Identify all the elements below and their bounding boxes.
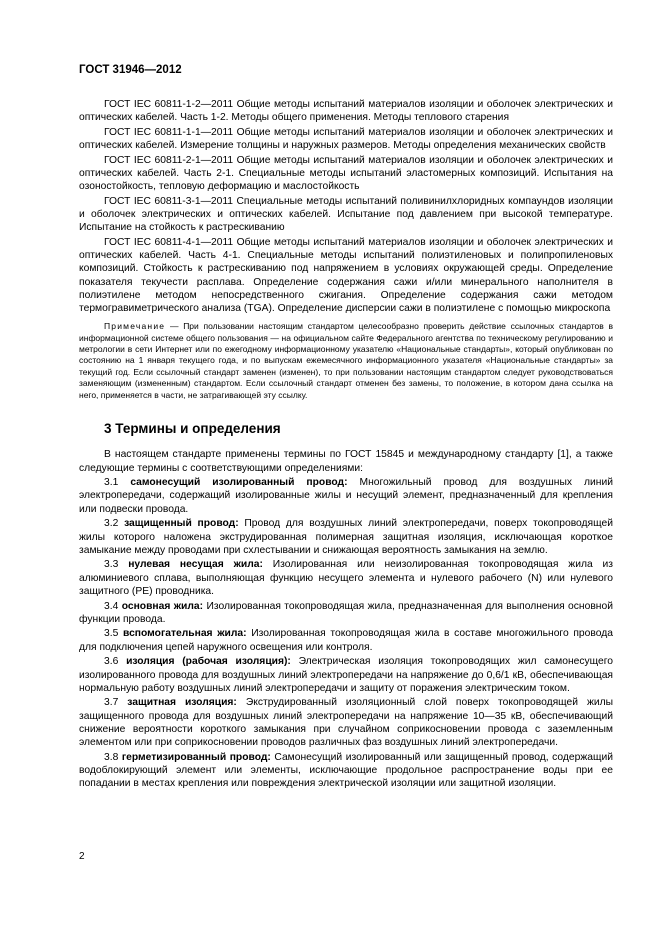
document-header: ГОСТ 31946—2012 [79,64,182,76]
term-text: Провод для воздушных линий электропередачи, поверх токопроводящей жилы которого наложена экструдированная полимерная защитная изоляция, исключающая короткое замыкание между проводами при схлестывании и снижающая вероятность замыкания на землю. [79,518,613,556]
reference-item: ГОСТ IEC 60811-1-2—2011 Общие методы испытаний материалов изоляции и оболочек электрических и оптических кабелей. Часть 1-2. Методы общего применения. Методы теплового старения [79,99,613,124]
term-definition [79,696,613,749]
term-definition [79,558,613,598]
note [79,321,613,401]
term-definition [79,655,613,695]
term-definition [79,476,613,516]
term-number: 3.1 [104,477,119,489]
term-name: основная жила: [121,600,204,612]
term-definition [79,517,613,557]
term-text: Изолированная или неизолированная токопроводящая жила из алюминиевого сплава, выполняющая функцию несущего элемента и нулевого рабочего (N) или нулевого защитного (PE) проводника. [79,559,614,597]
term-name: изоляция (рабочая изоляция): [126,656,291,668]
term-number: 3.3 [104,559,119,571]
term-name: самонесущий изолированный провод: [130,477,348,489]
page-number: 2 [79,851,85,862]
term-definition [79,600,613,626]
term-text: Экструдированный изоляционный слой поверх токопроводящей жилы защищенного провода для воздушных линий электропередачи на напряжение 10—35 кВ, обеспечивающий снижение вероятности короткого замыкания при случайном соприкосновении провода с заземленным элементом или при соприкосновении проводов различных фаз воздушных линий электропередачи. [79,697,613,749]
section-intro: В настоящем стандарте применены термины по ГОСТ 15845 и международному стандарту [1], а также следующие термины с соответствующими определениями: [79,449,613,474]
term-number: 3.2 [104,518,119,530]
term-text: Электрическая изоляция токопроводящих жил самонесущего изолированного провода для воздушных линий электропередачи на напряжение до 0,6/1 кВ, обеспечивающая нормальную работу воздушных линий электропередачи и защиту от поражения электрическим током. [79,656,613,694]
term-number: 3.8 [104,751,119,763]
term-number: 3.5 [104,628,119,640]
section-heading: 3 Термины и определения [104,421,281,437]
term-number: 3.4 [104,600,119,612]
note-label: Примечание [104,321,166,332]
term-text: Изолированная токопроводящая жила в составе многожильного провода для подключения цепей наружного освещения или контроля. [79,628,613,653]
term-name: герметизированный провод: [121,751,271,763]
page-content [79,98,613,792]
reference-item: ГОСТ IEC 60811-1-1—2011 Общие методы испытаний материалов изоляции и оболочек электрических и оптических кабелей. Измерение толщины и наружных размеров. Методы определения механических свойств [79,126,613,152]
term-text: Самонесущий изолированный или защищенный провод, содержащий водоблокирующий элемент или элементы, исключающие продольное распространение воды при ее попадании в местах крепления или повреждения электрической изоляции или защитной изоляции. [79,751,613,790]
term-number: 3.7 [104,697,119,709]
reference-item: ГОСТ IEC 60811-4-1—2011 Общие методы испытаний материалов изоляции и оболочек электрических и оптических кабелей. Часть 4-1. Специальные методы испытаний полиэтиленовых и полипропиленовых композиций. Стойкость к растрескиванию под напряжением в условиях окружающей среды. Определение показателя текучести расплава. Определение содержания сажи и/или минерального наполнителя в полиэтилене методом непосредственного сжигания. Определение содержания сажи методом термогравиметрического анализа (TGA). Определение дисперсии сажи в полиэтилене с помощью микроскопа [79,237,613,315]
term-definition [79,627,613,653]
term-name: защитная изоляция: [127,697,237,709]
note-text: — При пользовании настоящим стандартом целесообразно проверить действие ссылочных стандартов в информационной системе общего пользования — на официальном сайте Федерального агентства по техническому регулированию и метрологии в сети Интернет или по ежегодному информационному указателю «Национальные стандарты», который опубликован по состоянию на 1 января текущего года, и по выпускам ежемесячного информационного указателя «Национальные стандарты» за текущий год. Если ссылочный стандарт заменен (изменен), то при пользовании настоящим стандартом следует руководствоваться заменяющим (измененным) стандартом. Если ссылочный стандарт отменен без замены, то положение, в котором дана ссылка на него, применяется в части, не затрагивающей эту ссылку. [79,321,613,400]
reference-item: ГОСТ IEC 60811-2-1—2011 Общие методы испытаний материалов изоляции и оболочек электрических и оптических кабелей. Часть 2-1. Специальные методы испытаний эластомерных композиций. Испытания на озоностойкость, тепловую деформацию и маслостойкость [79,154,613,193]
term-name: нулевая несущая жила: [128,559,263,571]
term-number: 3.6 [104,656,119,668]
term-name: защищенный провод: [124,518,239,530]
term-text: Многожильный провод для воздушных линий электропередачи, содержащий изолированные жилы и несущий элемент, предназначенный для крепления или подвески провода. [79,477,613,515]
reference-item: ГОСТ IEC 60811-3-1—2011 Специальные методы испытаний поливинилхлоридных компаундов изоляции и оболочек электрических и оптических кабелей. Испытание под давлением при высокой температуре. Испытание на стойкость к растрескиванию [79,195,613,234]
term-name: вспомогательная жила: [123,628,247,640]
term-definition [79,751,613,791]
term-text: Изолированная токопроводящая жила, предназначенная для выполнения основной функции провода. [79,600,613,625]
